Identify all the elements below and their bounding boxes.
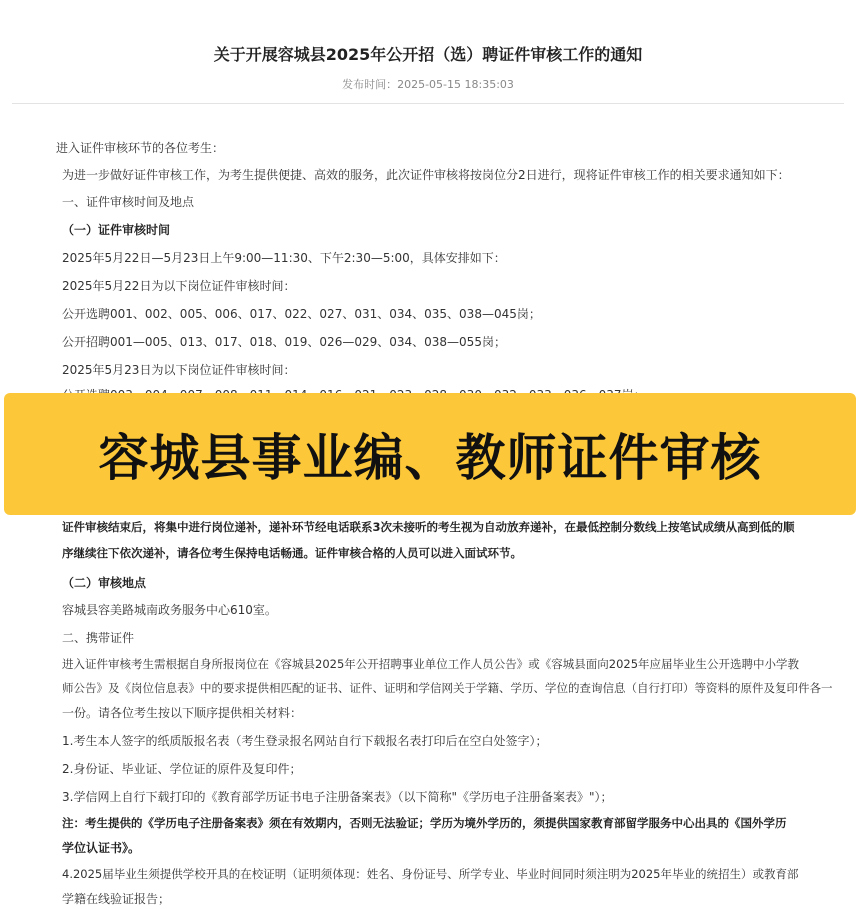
note-line-2: 学位认证书》。	[62, 841, 141, 855]
overlay-banner	[4, 393, 856, 515]
materials-paragraph-line-1: 进入证件审核考生需根据自身所报岗位在《容城县2025年公开招聘事业单位工作人员公告》或《容城县面向2025年应届毕业生公开选聘中小学教	[62, 657, 800, 671]
article-title: 关于开展容城县2025年公开招（选）聘证件审核工作的通知	[213, 45, 643, 64]
banner-text: 容城县事业编、教师证件审核	[98, 429, 762, 487]
note-line-1: 注：考生提供的《学历电子注册备案表》须在有效期内，否则无法验证；学历为境外学历的，须提供国家教育部留学服务中心出具的《国外学历	[62, 816, 787, 830]
item-2: 2.身份证、毕业证、学位证的原件及复印件；	[62, 762, 302, 776]
item-4-line-1: 4.2025届毕业生须提供学校开具的在校证明（证明须体现：姓名、身份证号、所学专业、毕业时间同时须注明为2025年毕业的统招生）或教育部	[62, 867, 799, 881]
day1-xuanpin-list: 公开选聘001、002、005、006、017、022、027、031、034、035、038—045岗；	[62, 307, 541, 321]
after-review-line-1: 证件审核结束后，将集中进行岗位递补，递补环节经电话联系3次未接听的考生视为自动放弃递补，在最低控制分数线上按笔试成绩从高到低的顺	[62, 520, 795, 534]
title-divider	[12, 103, 844, 104]
section-2-heading: 二、携带证件	[62, 631, 135, 645]
section-1-sub-2-heading: （二）审核地点	[62, 576, 147, 590]
materials-paragraph-line-3: 一份。请各位考生按以下顺序提供相关材料：	[62, 706, 303, 720]
day1-heading: 2025年5月22日为以下岗位证件审核时间：	[62, 279, 296, 293]
section-1-sub-1-heading: （一）证件审核时间	[62, 223, 171, 237]
time-range-line: 2025年5月22日—5月23日上午9:00—11:30、下午2:30—5:00，具体安排如下：	[62, 251, 506, 265]
item-3: 3.学信网上自行下载打印的《教育部学历证书电子注册备案表》（以下简称"《学历电子注册备案表》"）；	[62, 790, 613, 804]
item-4-line-2: 学籍在线验证报告；	[62, 892, 171, 906]
greeting: 进入证件审核环节的各位考生：	[56, 141, 225, 155]
intro-paragraph: 为进一步做好证件审核工作，为考生提供便捷、高效的服务，此次证件审核将按岗位分2日进行，现将证件审核工作的相关要求通知如下：	[62, 168, 790, 182]
publish-time: 发布时间：2025-05-15 18:35:03	[342, 78, 514, 91]
day2-heading: 2025年5月23日为以下岗位证件审核时间：	[62, 363, 296, 377]
section-1-heading: 一、证件审核时间及地点	[62, 195, 195, 209]
item-1: 1.考生本人签字的纸质版报名表（考生登录报名网站自行下载报名表打印后在空白处签字）；	[62, 734, 548, 748]
day1-zhaopin-list: 公开招聘001—005、013、017、018、019、026—029、034、038—055岗；	[62, 335, 506, 349]
materials-paragraph-line-2: 师公告》及《岗位信息表》中的要求提供相匹配的证书、证件、证明和学信网关于学籍、学历、学位的查询信息（自行打印）等资料的原件及复印件各一	[62, 681, 833, 695]
after-review-line-2: 序继续往下依次递补，请各位考生保持电话畅通。证件审核合格的人员可以进入面试环节。	[62, 546, 522, 560]
location-line: 容城县容美路城南政务服务中心610室。	[62, 603, 277, 617]
